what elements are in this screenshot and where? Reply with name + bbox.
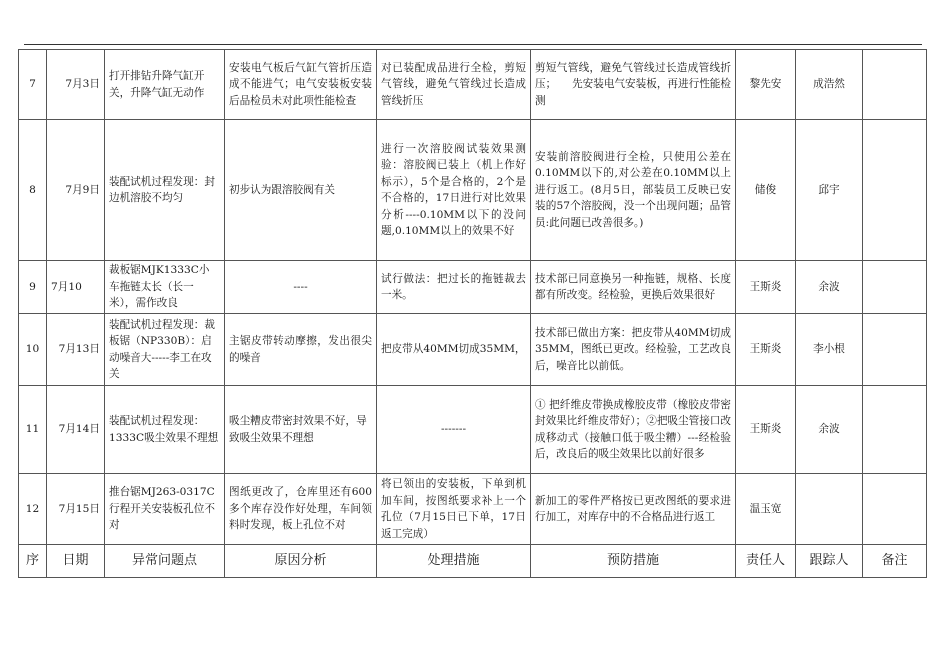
row-problem: 打开排钻升降气缸开关，升降气缸无动作 (105, 50, 225, 120)
row-responsible: 王斯炎 (736, 261, 796, 314)
exception-log-table (18, 49, 927, 578)
row-prevention: 安装前溶胶阀进行全检，只使用公差在0.10MM以下的,对公差在0.10MM以上进行返工。(8月5日，部装员工反映已安装的57个溶胶阀，没一个出现问题；品管员:此问题已改善很多。) (531, 120, 736, 261)
table-row (19, 314, 927, 386)
row-action: 试行做法：把过长的拖链裁去一米。 (377, 261, 531, 314)
row-action: 把皮带从40MM切成35MM， (377, 314, 531, 386)
table-row (19, 386, 927, 474)
row-seq: 12 (19, 474, 47, 545)
row-prevention: 剪短气管线，避免气管线过长造成管线折压； 先安装电气安装板，再进行性能检测 (531, 50, 736, 120)
row-seq: 11 (19, 386, 47, 474)
row-prevention: 新加工的零件严格按已更改图纸的要求进行加工，对库存中的不合格品进行返工 (531, 474, 736, 545)
row-responsible: 温玉宽 (736, 474, 796, 545)
row-responsible: 黎先安 (736, 50, 796, 120)
row-remark (863, 50, 927, 120)
table-row (19, 474, 927, 545)
table-row (19, 261, 927, 314)
header-action: 处理措施 (377, 545, 531, 578)
row-problem: 裁板锯MJK1333C小车拖链太长（长一米），需作改良 (105, 261, 225, 314)
row-seq: 10 (19, 314, 47, 386)
row-responsible: 王斯炎 (736, 386, 796, 474)
column-header-row (19, 545, 927, 578)
row-cause: 初步认为跟溶胶阀有关 (225, 120, 377, 261)
row-date: 7月14日 (47, 386, 105, 474)
row-prevention: ① 把纤维皮带换成橡胶皮带（橡胶皮带密封效果比纤维皮带好）；②把吸尘管接口改成移动式（接触口低于吸尘糟）---经检验后，改良后的吸尘效果比以前好很多 (531, 386, 736, 474)
row-tracker: 余波 (796, 261, 863, 314)
row-remark (863, 120, 927, 261)
header-problem: 异常问题点 (105, 545, 225, 578)
row-date: 7月15日 (47, 474, 105, 545)
row-date: 7月9日 (47, 120, 105, 261)
header-prevention: 预防措施 (531, 545, 736, 578)
row-prevention: 技术部已同意换另一种拖链，规格、长度都有所改变。经检验，更换后效果很好 (531, 261, 736, 314)
row-responsible: 王斯炎 (736, 314, 796, 386)
row-tracker: 成浩然 (796, 50, 863, 120)
row-tracker: 李小根 (796, 314, 863, 386)
row-problem: 装配试机过程发现：1333C吸尘效果不理想 (105, 386, 225, 474)
row-tracker: 邱宇 (796, 120, 863, 261)
row-cause: 吸尘糟皮带密封效果不好，导致吸尘效果不理想 (225, 386, 377, 474)
row-problem: 装配试机过程发现：封边机溶胶不均匀 (105, 120, 225, 261)
header-responsible: 责任人 (736, 545, 796, 578)
row-seq: 8 (19, 120, 47, 261)
row-action: 进行一次溶胶阀试装效果测验：溶胶阀已装上（机上作好标示），5个是合格的，2个是不合格的，17日进行对比效果分析----0.10MM以下的没问题,0.10MM以上的效果不好 (377, 120, 531, 261)
row-cause: 图纸更改了，仓库里还有600多个库存没作好处理，车间领料时发现，板上孔位不对 (225, 474, 377, 545)
row-action: 对已装配成品进行全检，剪短气管线，避免气管线过长造成管线折压 (377, 50, 531, 120)
row-seq: 9 (19, 261, 47, 314)
row-responsible: 储俊 (736, 120, 796, 261)
row-action: 将已领出的安装板，下单到机加车间，按图纸要求补上一个孔位（7月15日已下单，17日返工完成） (377, 474, 531, 545)
row-problem: 装配试机过程发现：裁板锯（NP330B）：启动噪音大-----李工在攻关 (105, 314, 225, 386)
row-action: ------- (377, 386, 531, 474)
header-cause: 原因分析 (225, 545, 377, 578)
row-prevention: 技术部已做出方案：把皮带从40MM切成35MM，图纸已更改。经检验，工艺改良后，噪音比以前低。 (531, 314, 736, 386)
row-tracker (796, 474, 863, 545)
row-problem: 推台锯MJ263-0317C行程开关安装板孔位不对 (105, 474, 225, 545)
table-row (19, 50, 927, 120)
row-cause: ---- (225, 261, 377, 314)
row-date: 7月3日 (47, 50, 105, 120)
row-cause: 安装电气板后气缸气管折压造成不能进气；电气安装板安装后品检员未对此项性能检查 (225, 50, 377, 120)
header-tracker: 跟踪人 (796, 545, 863, 578)
row-remark (863, 314, 927, 386)
row-seq: 7 (19, 50, 47, 120)
row-tracker: 余波 (796, 386, 863, 474)
header-seq: 序 (19, 545, 47, 578)
row-date: 7月10 (47, 261, 105, 314)
table-row (19, 120, 927, 261)
row-cause: 主锯皮带转动摩擦，发出很尖的噪音 (225, 314, 377, 386)
row-remark (863, 474, 927, 545)
row-date: 7月13日 (47, 314, 105, 386)
row-remark (863, 261, 927, 314)
header-remark: 备注 (863, 545, 927, 578)
header-date: 日期 (47, 545, 105, 578)
row-remark (863, 386, 927, 474)
top-rule (24, 44, 922, 45)
